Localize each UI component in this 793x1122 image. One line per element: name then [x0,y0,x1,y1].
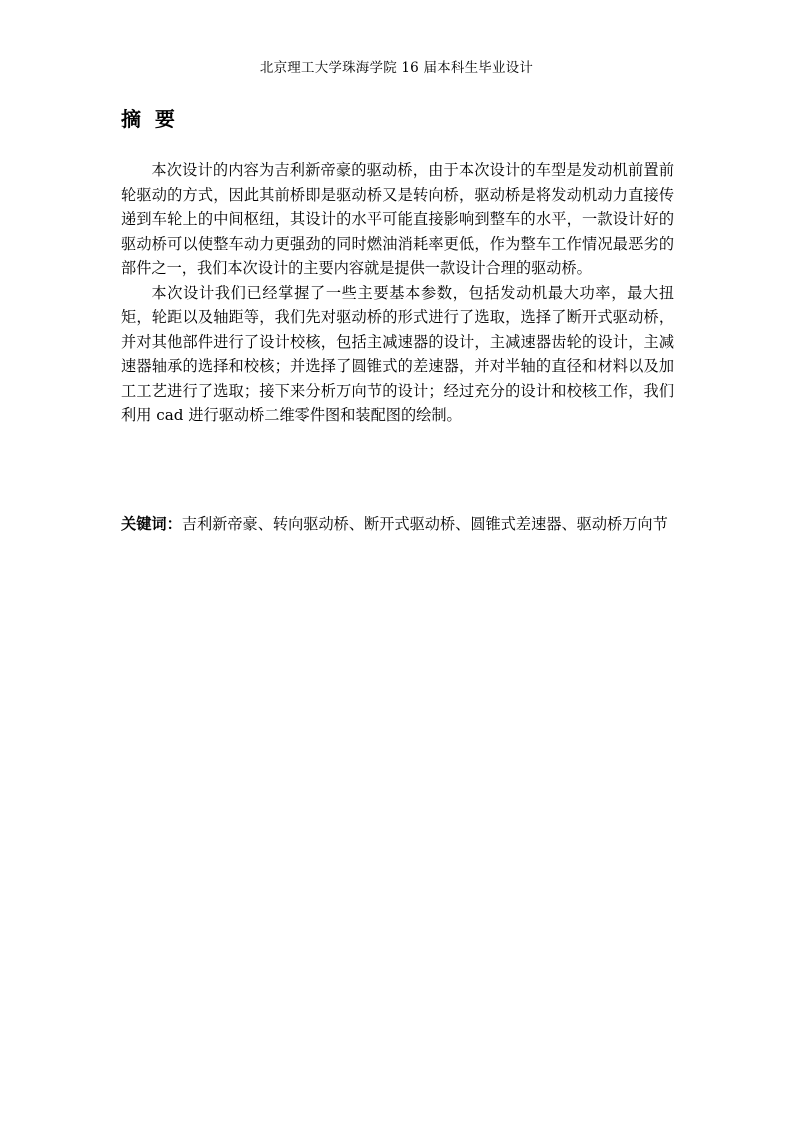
running-header: 北京理工大学珠海学院 16 届本科生毕业设计 [259,60,534,76]
keywords-label: 关键词： [121,515,182,533]
keywords-line [121,512,674,537]
abstract-heading: 摘 要 [121,107,175,131]
abstract-body [121,158,674,428]
abstract-paragraph: 本次设计的内容为吉利新帝豪的驱动桥，由于本次设计的车型是发动机前置前轮驱动的方式，因此其前桥即是驱动桥又是转向桥，驱动桥是将发动机动力直接传递到车轮上的中间枢纽，其设计的水平可能直接影响到整车的水平，一款设计好的驱动桥可以使整车动力更强劲的同时燃油消耗率更低，作为整车工作情况最恶劣的部件之一，我们本次设计的主要内容就是提供一款设计合理的驱动桥。 [121,161,674,277]
keywords-text: 吉利新帝豪、转向驱动桥、断开式驱动桥、圆锥式差速器、驱动桥万向节 [181,515,668,533]
abstract-paragraph: 本次设计我们已经掌握了一些主要基本参数，包括发动机最大功率，最大扭矩，轮距以及轴距等，我们先对驱动桥的形式进行了选取，选择了断开式驱动桥，并对其他部件进行了设计校核，包括主减速器的设计，主减速器齿轮的设计，主减速器轴承的选择和校核；并选择了圆锥式的差速器，并对半轴的直径和材料以及加工工艺进行了选取；接下来分析万向节的设计；经过充分的设计和校核工作，我们利用 cad 进行驱动桥二维零件图和装配图的绘制。 [121,283,674,424]
